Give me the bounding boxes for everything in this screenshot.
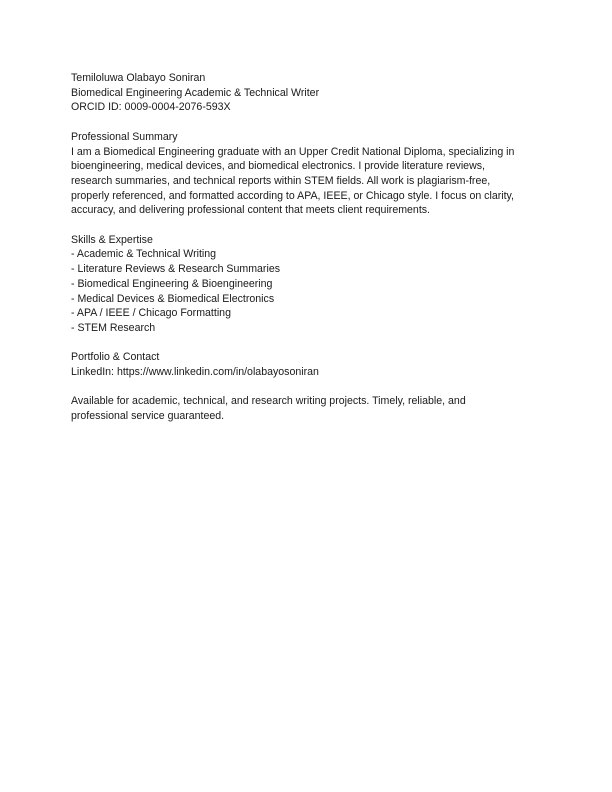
summary-line: accuracy, and delivering professional content that meets client requirements. (71, 204, 431, 217)
summary-heading: Professional Summary (71, 130, 178, 143)
list-item: - Medical Devices & Biomedical Electronics (71, 292, 275, 305)
spacer (71, 336, 541, 351)
list-item: - Biomedical Engineering & Bioengineering (71, 277, 273, 290)
contact-heading: Portfolio & Contact (71, 351, 160, 364)
skills-heading: Skills & Expertise (71, 233, 153, 246)
summary-line: properly referenced, and formatted according to APA, IEEE, or Chicago style. I focus on clarity, (71, 189, 514, 202)
linkedin-link[interactable]: LinkedIn: https://www.linkedin.com/in/olabayosoniran (71, 366, 319, 379)
list-item: - STEM Research (71, 321, 156, 334)
closing-line: Available for academic, technical, and research writing projects. Timely, reliable, and (71, 395, 466, 408)
skills-list (71, 247, 541, 335)
document-body (71, 71, 541, 424)
spacer (71, 218, 541, 233)
closing-line: professional service guaranteed. (71, 410, 225, 423)
author-name: Temiloluwa Olabayo Soniran (71, 72, 206, 84)
author-title: Biomedical Engineering Academic & Technical Writer (71, 86, 320, 99)
list-item: - Academic & Technical Writing (71, 248, 217, 261)
summary-line: bioengineering, medical devices, and biomedical electronics. I provide literature reviews, (71, 160, 485, 173)
spacer (71, 115, 541, 130)
closing-paragraph (71, 394, 541, 423)
summary-line: research summaries, and technical reports within STEM fields. All work is plagiarism-free, (71, 174, 491, 187)
spacer (71, 380, 541, 395)
list-item: - Literature Reviews & Research Summaries (71, 263, 281, 276)
list-item: - APA / IEEE / Chicago Formatting (71, 307, 231, 320)
orcid-id: ORCID ID: 0009-0004-2076-593X (71, 101, 231, 114)
summary-paragraph (71, 145, 541, 219)
summary-line: I am a Biomedical Engineering graduate with an Upper Credit National Diploma, specializing in (71, 145, 515, 158)
